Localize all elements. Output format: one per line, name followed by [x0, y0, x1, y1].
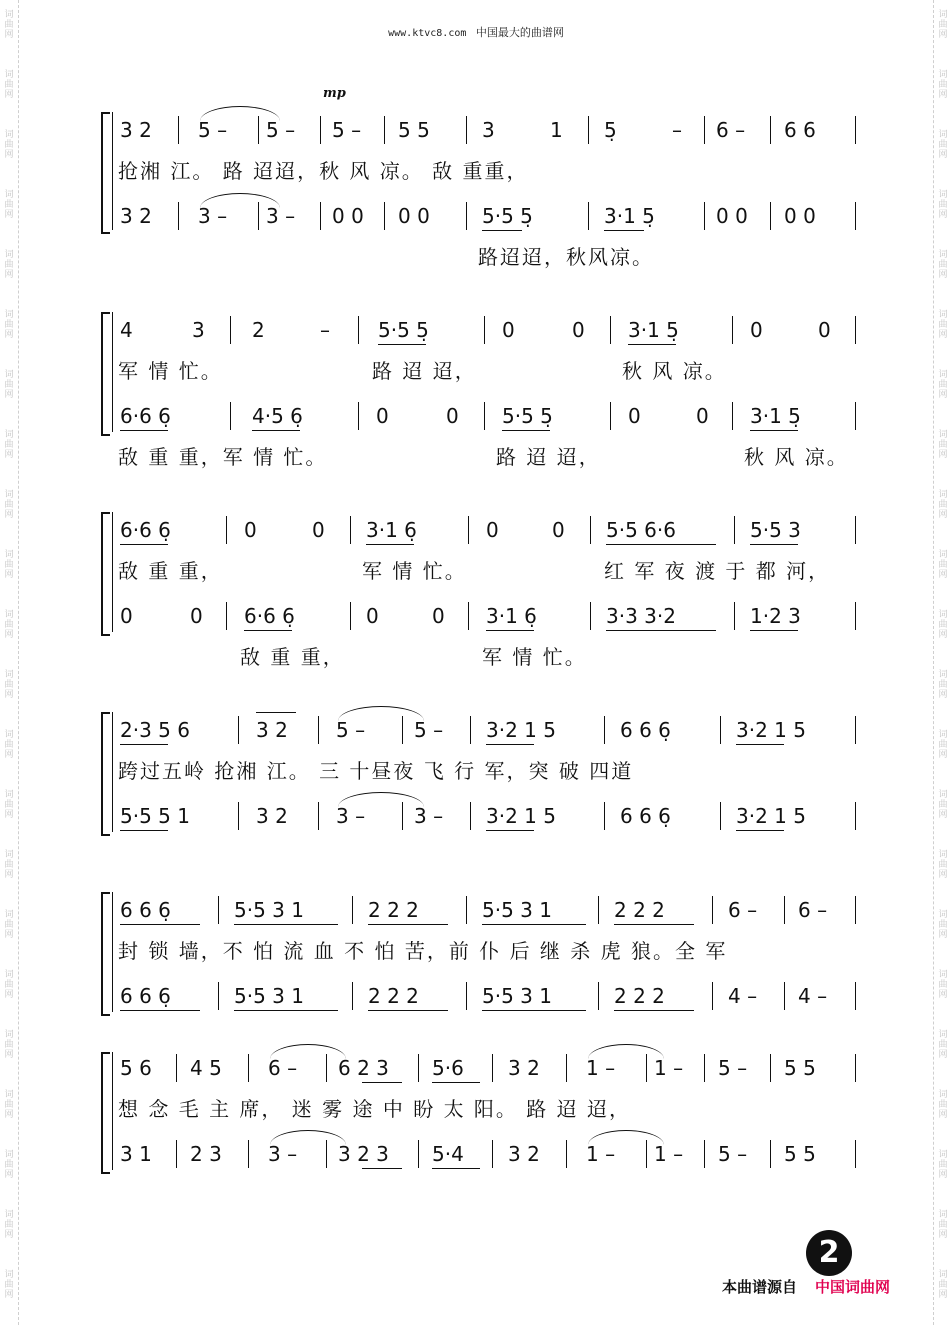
watermark-glyph: 网: [938, 210, 948, 220]
watermark-glyph: 词: [4, 130, 14, 140]
note: 0: [750, 318, 763, 342]
measure: 1 –: [654, 1056, 684, 1080]
upper-staff: [0, 116, 952, 144]
watermark-glyph: 词: [938, 850, 948, 860]
source-label: 本曲谱源自: [722, 1278, 798, 1296]
measure: 5 5: [784, 1056, 816, 1080]
watermark-glyph: 曲: [4, 1040, 14, 1050]
source-credit: [722, 1276, 890, 1297]
watermark-glyph: 词: [938, 10, 948, 20]
watermark-glyph: 网: [938, 90, 948, 100]
watermark-glyph: 网: [4, 510, 14, 520]
tie: [338, 792, 424, 807]
measure: 3·1 5̣: [628, 318, 679, 342]
header-url: www.ktvc8.com: [388, 28, 467, 39]
watermark-glyph: 曲: [4, 1160, 14, 1170]
watermark-glyph: 词: [938, 1090, 948, 1100]
measure: 5 6: [120, 1056, 152, 1080]
measure: 6 6 6̣: [620, 718, 671, 742]
watermark-glyph: 网: [4, 330, 14, 340]
watermark-glyph: 网: [4, 30, 14, 40]
source-brand-link[interactable]: 中国词曲网: [815, 1278, 891, 1296]
watermark-glyph: 网: [4, 990, 14, 1000]
upper-staff: [0, 516, 952, 544]
watermark-glyph: 网: [4, 450, 14, 460]
watermark-glyph: 曲: [938, 1100, 948, 1110]
note: 4: [120, 318, 133, 342]
watermark-glyph: 网: [4, 270, 14, 280]
watermark-glyph: 网: [938, 1050, 948, 1060]
watermark-glyph: 网: [938, 930, 948, 940]
watermark-glyph: 曲: [938, 80, 948, 90]
measure: 2 2 2: [368, 898, 419, 922]
watermark-glyph: 词: [938, 310, 948, 320]
measure: 5·6: [432, 1056, 464, 1080]
watermark-glyph: 网: [4, 630, 14, 640]
measure: 5·5 5̣: [378, 318, 429, 342]
upper-staff: [0, 896, 952, 924]
measure: 3 –: [336, 804, 366, 828]
watermark-glyph: 词: [4, 250, 14, 260]
watermark-glyph: 曲: [938, 560, 948, 570]
watermark-glyph: 曲: [4, 860, 14, 870]
note: 0: [376, 404, 389, 428]
note: 0: [552, 518, 565, 542]
measure: 1·2 3: [750, 604, 801, 628]
watermark-glyph: 词: [938, 610, 948, 620]
watermark-glyph: 词: [938, 430, 948, 440]
measure: 6 2 3: [338, 1056, 389, 1080]
measure: 3·2 1 5: [486, 718, 556, 742]
note: –: [672, 118, 682, 142]
upper-lyric: 跨过五岭 抢湘 江。 三 十昼夜 飞 行 军，突 破 四道: [118, 759, 634, 783]
measure: 5 –: [718, 1142, 748, 1166]
watermark-glyph: 曲: [938, 980, 948, 990]
measure: 2 3: [190, 1142, 222, 1166]
watermark-glyph: 网: [4, 1170, 14, 1180]
measure: 3·1 6̣: [366, 518, 417, 542]
measure: 5·5 3 1: [482, 898, 552, 922]
measure: 3·1 5̣: [604, 204, 655, 228]
watermark-glyph: 词: [4, 430, 14, 440]
watermark-glyph: 曲: [4, 980, 14, 990]
watermark-glyph: 曲: [4, 560, 14, 570]
watermark-glyph: 曲: [4, 380, 14, 390]
lower-staff: [0, 602, 952, 630]
measure: 5 5: [784, 1142, 816, 1166]
watermark-glyph: 网: [938, 810, 948, 820]
measure: 5 –: [718, 1056, 748, 1080]
watermark-glyph: 网: [4, 930, 14, 940]
watermark-glyph: 网: [938, 450, 948, 460]
watermark-glyph: 网: [938, 270, 948, 280]
watermark-glyph: 网: [4, 1290, 14, 1300]
lower-lyric: 路迢迢，秋风凉。: [478, 245, 654, 269]
measure: 2·3 5 6: [120, 718, 190, 742]
watermark-glyph: 词: [4, 910, 14, 920]
watermark-glyph: 词: [4, 190, 14, 200]
watermark-glyph: 曲: [938, 680, 948, 690]
measure: 3 2: [256, 804, 288, 828]
watermark-glyph: 曲: [4, 1220, 14, 1230]
lower-lyric: 敌 重 重，军 情 忙。 路 迢 迢， 秋 风 凉。: [118, 445, 849, 469]
measure: 5·5 3 1: [482, 984, 552, 1008]
tie: [270, 1130, 346, 1145]
watermark-glyph: 曲: [4, 800, 14, 810]
measure: 5 5: [398, 118, 430, 142]
measure: 1 –: [586, 1142, 616, 1166]
watermark-glyph: 网: [4, 690, 14, 700]
measure: 3 2: [120, 204, 152, 228]
note: 3: [192, 318, 205, 342]
note: 3: [482, 118, 495, 142]
watermark-glyph: 网: [938, 30, 948, 40]
watermark-glyph: 网: [938, 1110, 948, 1120]
measure: 5·5 3 1: [234, 984, 304, 1008]
watermark-glyph: 曲: [4, 20, 14, 30]
note: 0: [818, 318, 831, 342]
measure: 0 0: [716, 204, 748, 228]
measure: 6·6 6̣: [120, 404, 171, 428]
measure: 5·4: [432, 1142, 464, 1166]
watermark-glyph: 曲: [938, 320, 948, 330]
measure: 5 –: [332, 118, 362, 142]
measure: 2 2 2: [614, 898, 665, 922]
measure: 2 2 2: [368, 984, 419, 1008]
watermark-glyph: 词: [4, 70, 14, 80]
note: 0: [696, 404, 709, 428]
measure: 0 0: [332, 204, 364, 228]
watermark-glyph: 曲: [938, 140, 948, 150]
upper-lyric: 封 锁 墙，不 怕 流 血 不 怕 苦，前 仆 后 继 杀 虎 狼。全 军: [118, 939, 728, 963]
watermark-glyph: 词: [4, 10, 14, 20]
watermark-glyph: 词: [4, 730, 14, 740]
watermark-glyph: 网: [938, 390, 948, 400]
watermark-glyph: 网: [938, 750, 948, 760]
measure: 3·2 1 5: [736, 804, 806, 828]
watermark-glyph: 词: [4, 790, 14, 800]
watermark-glyph: 网: [938, 1290, 948, 1300]
note: –: [320, 318, 330, 342]
watermark-glyph: 曲: [938, 620, 948, 630]
watermark-glyph: 词: [938, 790, 948, 800]
watermark-glyph: 词: [4, 310, 14, 320]
watermark-glyph: 词: [938, 910, 948, 920]
measure: 3 2: [508, 1056, 540, 1080]
note: 1: [550, 118, 563, 142]
watermark-glyph: 词: [938, 670, 948, 680]
upper-staff: [0, 716, 952, 744]
note: 0: [432, 604, 445, 628]
watermark-glyph: 曲: [4, 1280, 14, 1290]
measure: 6 –: [716, 118, 746, 142]
watermark-glyph: 网: [4, 810, 14, 820]
watermark-glyph: 词: [938, 70, 948, 80]
upper-lyric: 敌 重 重， 军 情 忙。 红 军 夜 渡 于 都 河，: [118, 559, 831, 583]
watermark-glyph: 词: [938, 1270, 948, 1280]
measure: 3 –: [198, 204, 228, 228]
watermark-glyph: 词: [4, 1210, 14, 1220]
note: 0: [628, 404, 641, 428]
watermark-glyph: 曲: [938, 800, 948, 810]
lower-staff: [0, 982, 952, 1010]
watermark-glyph: 曲: [4, 1100, 14, 1110]
note: 0: [486, 518, 499, 542]
watermark-glyph: 网: [938, 150, 948, 160]
watermark-glyph: 网: [4, 1050, 14, 1060]
upper-lyric: 抢湘 江。 路 迢迢，秋 风 凉。 敌 重重，: [118, 159, 529, 183]
measure: 6 –: [728, 898, 758, 922]
watermark-glyph: 网: [4, 90, 14, 100]
watermark-glyph: 词: [4, 1090, 14, 1100]
measure: 3 –: [266, 204, 296, 228]
watermark-glyph: 网: [4, 210, 14, 220]
measure: 6 6 6̣: [120, 898, 171, 922]
watermark-glyph: 曲: [938, 1280, 948, 1290]
lower-staff: [0, 202, 952, 230]
watermark-glyph: 曲: [4, 260, 14, 270]
measure: 5 –: [266, 118, 296, 142]
watermark-glyph: 曲: [938, 1040, 948, 1050]
watermark-glyph: 网: [4, 870, 14, 880]
measure: 5·5 5 1: [120, 804, 190, 828]
upper-lyric: 军 情 忙。 路 迢 迢， 秋 风 凉。: [118, 359, 727, 383]
watermark-glyph: 词: [4, 970, 14, 980]
watermark-glyph: 曲: [938, 1160, 948, 1170]
watermark-glyph: 网: [4, 570, 14, 580]
lower-staff: [0, 802, 952, 830]
note: 2: [252, 318, 265, 342]
measure: 4 –: [728, 984, 758, 1008]
upper-lyric: 想 念 毛 主 席， 迷 雾 途 中 盼 太 阳。 路 迢 迢，: [118, 1097, 632, 1121]
watermark-glyph: 曲: [938, 200, 948, 210]
watermark-glyph: 网: [4, 1110, 14, 1120]
watermark-glyph: 词: [4, 370, 14, 380]
watermark-glyph: 曲: [4, 680, 14, 690]
watermark-glyph: 曲: [938, 260, 948, 270]
watermark-glyph: 网: [4, 1230, 14, 1240]
watermark-glyph: 曲: [938, 740, 948, 750]
measure: 5·5 6·6: [606, 518, 676, 542]
measure: 0 0: [398, 204, 430, 228]
watermark-glyph: 曲: [4, 620, 14, 630]
watermark-glyph: 网: [938, 570, 948, 580]
measure: 4 –: [798, 984, 828, 1008]
watermark-glyph: 词: [938, 190, 948, 200]
watermark-glyph: 词: [4, 550, 14, 560]
watermark-glyph: 词: [4, 1030, 14, 1040]
watermark-glyph: 词: [4, 610, 14, 620]
note: 5̣: [604, 118, 617, 142]
measure: 0 0: [784, 204, 816, 228]
watermark-glyph: 曲: [938, 920, 948, 930]
watermark-glyph: 曲: [4, 200, 14, 210]
measure: 5·5 5̣: [502, 404, 553, 428]
measure: 2 2 2: [614, 984, 665, 1008]
measure: 5 –: [336, 718, 366, 742]
watermark-glyph: 词: [4, 850, 14, 860]
watermark-glyph: 词: [4, 490, 14, 500]
watermark-glyph: 网: [938, 510, 948, 520]
note: 0: [502, 318, 515, 342]
measure: 6 6 6̣: [120, 984, 171, 1008]
page-header: [0, 24, 952, 40]
watermark-glyph: 曲: [938, 1220, 948, 1230]
watermark-glyph: 曲: [4, 320, 14, 330]
upper-staff: [0, 1054, 952, 1082]
measure: 3·3 3·2: [606, 604, 676, 628]
measure: 3·2 1 5: [486, 804, 556, 828]
watermark-glyph: 词: [4, 670, 14, 680]
watermark-glyph: 词: [938, 1150, 948, 1160]
watermark-glyph: 网: [4, 150, 14, 160]
measure: 5·5 5̣: [482, 204, 533, 228]
watermark-glyph: 曲: [4, 500, 14, 510]
upper-staff: [0, 316, 952, 344]
watermark-glyph: 词: [938, 490, 948, 500]
measure: 6 –: [798, 898, 828, 922]
measure: 3 2: [120, 118, 152, 142]
measure: 3 2: [256, 718, 288, 742]
watermark-glyph: 网: [938, 990, 948, 1000]
watermark-glyph: 曲: [938, 440, 948, 450]
watermark-glyph: 曲: [4, 920, 14, 930]
watermark-glyph: 词: [938, 1030, 948, 1040]
watermark-glyph: 词: [4, 1270, 14, 1280]
measure: 3 2: [508, 1142, 540, 1166]
watermark-glyph: 曲: [938, 500, 948, 510]
measure: 3·2 1 5: [736, 718, 806, 742]
measure: 3 1: [120, 1142, 152, 1166]
tie: [270, 1044, 346, 1059]
measure: 4 5: [190, 1056, 222, 1080]
measure: 6 6: [784, 118, 816, 142]
page-number-badge: 2: [806, 1230, 852, 1276]
lower-staff: [0, 402, 952, 430]
watermark-glyph: 网: [938, 1230, 948, 1240]
measure: 4·5 6̣: [252, 404, 303, 428]
measure: 3 –: [414, 804, 444, 828]
watermark-glyph: 网: [938, 330, 948, 340]
measure: 3·1 6̣: [486, 604, 537, 628]
measure: 5 –: [198, 118, 228, 142]
note: 0: [446, 404, 459, 428]
measure: 6·6 6̣: [120, 518, 171, 542]
watermark-glyph: 词: [938, 1210, 948, 1220]
measure: 3 –: [268, 1142, 298, 1166]
measure: 1 –: [586, 1056, 616, 1080]
watermark-glyph: 网: [938, 690, 948, 700]
watermark-glyph: 曲: [4, 140, 14, 150]
measure: 6·6 6̣: [244, 604, 295, 628]
watermark-glyph: 网: [4, 390, 14, 400]
watermark-glyph: 曲: [4, 740, 14, 750]
note: 0: [312, 518, 325, 542]
watermark-glyph: 词: [4, 1150, 14, 1160]
watermark-glyph: 词: [938, 370, 948, 380]
dynamic-mark: mp: [323, 86, 346, 101]
note: 0: [120, 604, 133, 628]
tie: [588, 1044, 664, 1059]
note: 0: [190, 604, 203, 628]
note: 0: [572, 318, 585, 342]
measure: 6 –: [268, 1056, 298, 1080]
watermark-glyph: 网: [4, 750, 14, 760]
watermark-glyph: 曲: [4, 440, 14, 450]
lower-staff: [0, 1140, 952, 1168]
note: 0: [244, 518, 257, 542]
tie: [200, 193, 280, 208]
note: 0: [366, 604, 379, 628]
watermark-glyph: 曲: [938, 20, 948, 30]
measure: 5·5 3 1: [234, 898, 304, 922]
watermark-glyph: 词: [938, 250, 948, 260]
tie: [338, 706, 424, 721]
watermark-glyph: 曲: [4, 80, 14, 90]
measure: 5·5 3: [750, 518, 801, 542]
watermark-glyph: 词: [938, 130, 948, 140]
tie: [200, 106, 280, 121]
watermark-glyph: 曲: [938, 380, 948, 390]
watermark-glyph: 词: [938, 550, 948, 560]
header-title: 中国最大的曲谱网: [475, 26, 564, 39]
watermark-glyph: 曲: [938, 860, 948, 870]
measure: 6 6 6̣: [620, 804, 671, 828]
watermark-glyph: 词: [938, 970, 948, 980]
watermark-glyph: 网: [938, 1170, 948, 1180]
lower-lyric: 敌 重 重， 军 情 忙。: [240, 645, 587, 669]
tie: [588, 1130, 664, 1145]
measure: 1 –: [654, 1142, 684, 1166]
watermark-glyph: 网: [938, 870, 948, 880]
measure: 3·1 5̣: [750, 404, 801, 428]
watermark-glyph: 词: [938, 730, 948, 740]
measure: 5 –: [414, 718, 444, 742]
measure: 3 2 3: [338, 1142, 389, 1166]
watermark-glyph: 网: [938, 630, 948, 640]
